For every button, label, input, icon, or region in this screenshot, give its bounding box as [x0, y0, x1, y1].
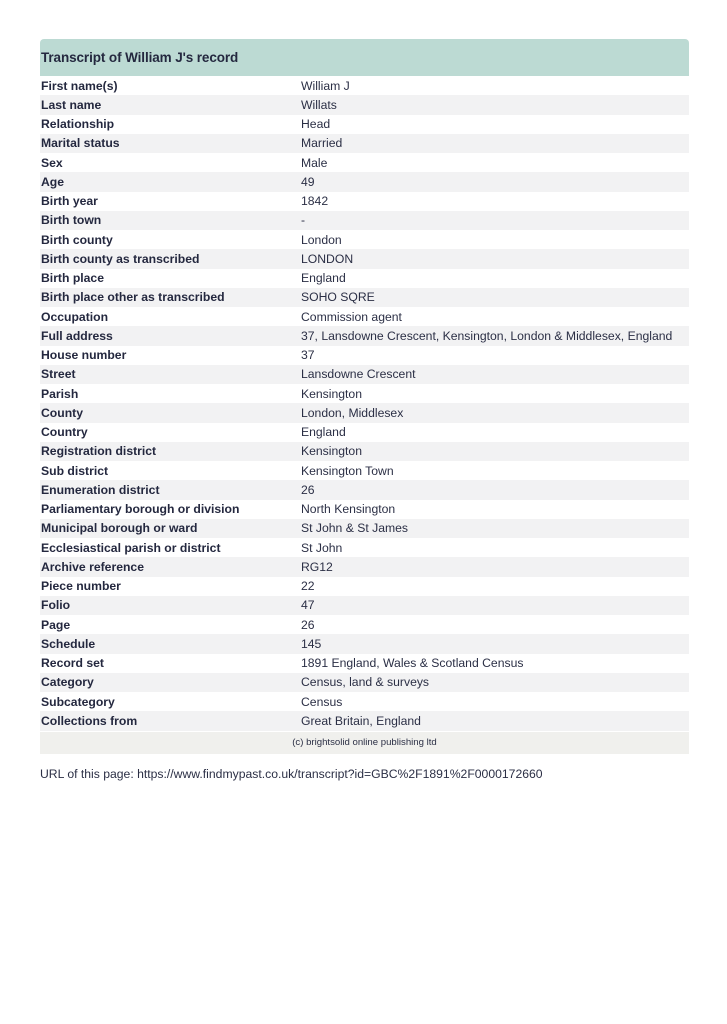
field-value: Married	[301, 136, 343, 151]
field-value: St John	[301, 540, 343, 555]
field-row	[40, 230, 689, 249]
field-value: Commission agent	[301, 309, 402, 324]
field-value: 37, Lansdowne Crescent, Kensington, London & Middlesex, England	[301, 328, 673, 343]
field-label: Last name	[41, 97, 102, 112]
field-row	[40, 403, 689, 422]
record-transcript	[40, 39, 689, 754]
field-label: Occupation	[41, 309, 109, 324]
field-row	[40, 500, 689, 519]
record-fields	[40, 76, 689, 731]
field-value: LONDON	[301, 251, 354, 266]
field-row	[40, 711, 689, 730]
field-label: Sex	[41, 155, 63, 170]
field-label: Page	[41, 617, 71, 632]
field-label: Full address	[41, 328, 113, 343]
field-row	[40, 269, 689, 288]
field-value: 1891 England, Wales & Scotland Census	[301, 656, 524, 671]
field-label: Category	[41, 675, 94, 690]
field-row	[40, 519, 689, 538]
field-label: Birth county as transcribed	[41, 251, 200, 266]
field-value: London	[301, 232, 342, 247]
field-row	[40, 423, 689, 442]
field-row	[40, 365, 689, 384]
field-label: Schedule	[41, 636, 96, 651]
field-label: Birth place other as transcribed	[41, 290, 225, 305]
copyright-notice: (c) brightsolid online publishing ltd	[40, 732, 689, 754]
field-row	[40, 346, 689, 365]
field-row	[40, 461, 689, 480]
field-row	[40, 596, 689, 615]
field-label: Sub district	[41, 463, 109, 478]
field-value: 26	[301, 617, 315, 632]
field-value: 49	[301, 174, 315, 189]
field-label: Archive reference	[41, 559, 144, 574]
field-value: Male	[301, 155, 328, 170]
field-row	[40, 172, 689, 191]
field-label: Birth place	[41, 271, 104, 286]
field-label: Birth town	[41, 213, 102, 228]
field-row	[40, 538, 689, 557]
field-label: Folio	[41, 598, 71, 613]
record-title: Transcript of William J's record	[41, 50, 239, 65]
field-value: 37	[301, 348, 315, 363]
field-value: Head	[301, 117, 331, 132]
field-row	[40, 134, 689, 153]
field-row	[40, 384, 689, 403]
field-label: Subcategory	[41, 694, 115, 709]
field-row	[40, 326, 689, 345]
field-label: House number	[41, 348, 127, 363]
field-label: Parliamentary borough or division	[41, 502, 240, 517]
page-url: URL of this page: https://www.findmypast.co.uk/transcript?id=GBC%2F1891%2F0000172660	[40, 767, 543, 781]
field-label: Parish	[41, 386, 79, 401]
field-label: Piece number	[41, 579, 121, 594]
field-value: Census, land & surveys	[301, 675, 430, 690]
field-row	[40, 153, 689, 172]
field-row	[40, 307, 689, 326]
field-row	[40, 557, 689, 576]
field-value: Willats	[301, 97, 337, 112]
field-label: Municipal borough or ward	[41, 521, 198, 536]
field-label: Record set	[41, 656, 104, 671]
field-value: SOHO SQRE	[301, 290, 375, 305]
field-label: First name(s)	[41, 78, 118, 93]
field-row	[40, 615, 689, 634]
field-value: 22	[301, 579, 315, 594]
field-value: 26	[301, 482, 315, 497]
field-row	[40, 192, 689, 211]
field-label: Age	[41, 174, 65, 189]
field-value: Census	[301, 694, 343, 709]
field-value: St John & St James	[301, 521, 409, 536]
field-row	[40, 692, 689, 711]
field-value: -	[301, 213, 306, 228]
field-value: RG12	[301, 559, 333, 574]
field-value: Kensington Town	[301, 463, 394, 478]
field-value: England	[301, 425, 346, 440]
field-row	[40, 95, 689, 114]
field-label: Enumeration district	[41, 482, 160, 497]
field-value: 1842	[301, 194, 329, 209]
field-value: England	[301, 271, 346, 286]
field-row	[40, 634, 689, 653]
field-label: Registration district	[41, 444, 157, 459]
record-header	[40, 39, 689, 76]
field-row	[40, 211, 689, 230]
field-row	[40, 577, 689, 596]
field-row	[40, 654, 689, 673]
field-label: County	[41, 405, 83, 420]
field-label: Country	[41, 425, 88, 440]
field-label: Street	[41, 367, 76, 382]
field-row	[40, 480, 689, 499]
field-row	[40, 115, 689, 134]
field-row	[40, 249, 689, 268]
field-row	[40, 288, 689, 307]
field-value: Kensington	[301, 444, 362, 459]
field-label: Collections from	[41, 713, 138, 728]
field-value: 145	[301, 636, 322, 651]
field-label: Birth county	[41, 232, 113, 247]
field-value: 47	[301, 598, 315, 613]
field-value: William J	[301, 78, 350, 93]
field-value: Kensington	[301, 386, 362, 401]
field-value: Great Britain, England	[301, 713, 421, 728]
field-value: Lansdowne Crescent	[301, 367, 416, 382]
field-label: Ecclesiastical parish or district	[41, 540, 221, 555]
field-row	[40, 673, 689, 692]
field-value: London, Middlesex	[301, 405, 404, 420]
field-row	[40, 442, 689, 461]
field-label: Relationship	[41, 117, 115, 132]
field-value: North Kensington	[301, 502, 396, 517]
field-row	[40, 76, 689, 95]
field-label: Marital status	[41, 136, 120, 151]
field-label: Birth year	[41, 194, 98, 209]
